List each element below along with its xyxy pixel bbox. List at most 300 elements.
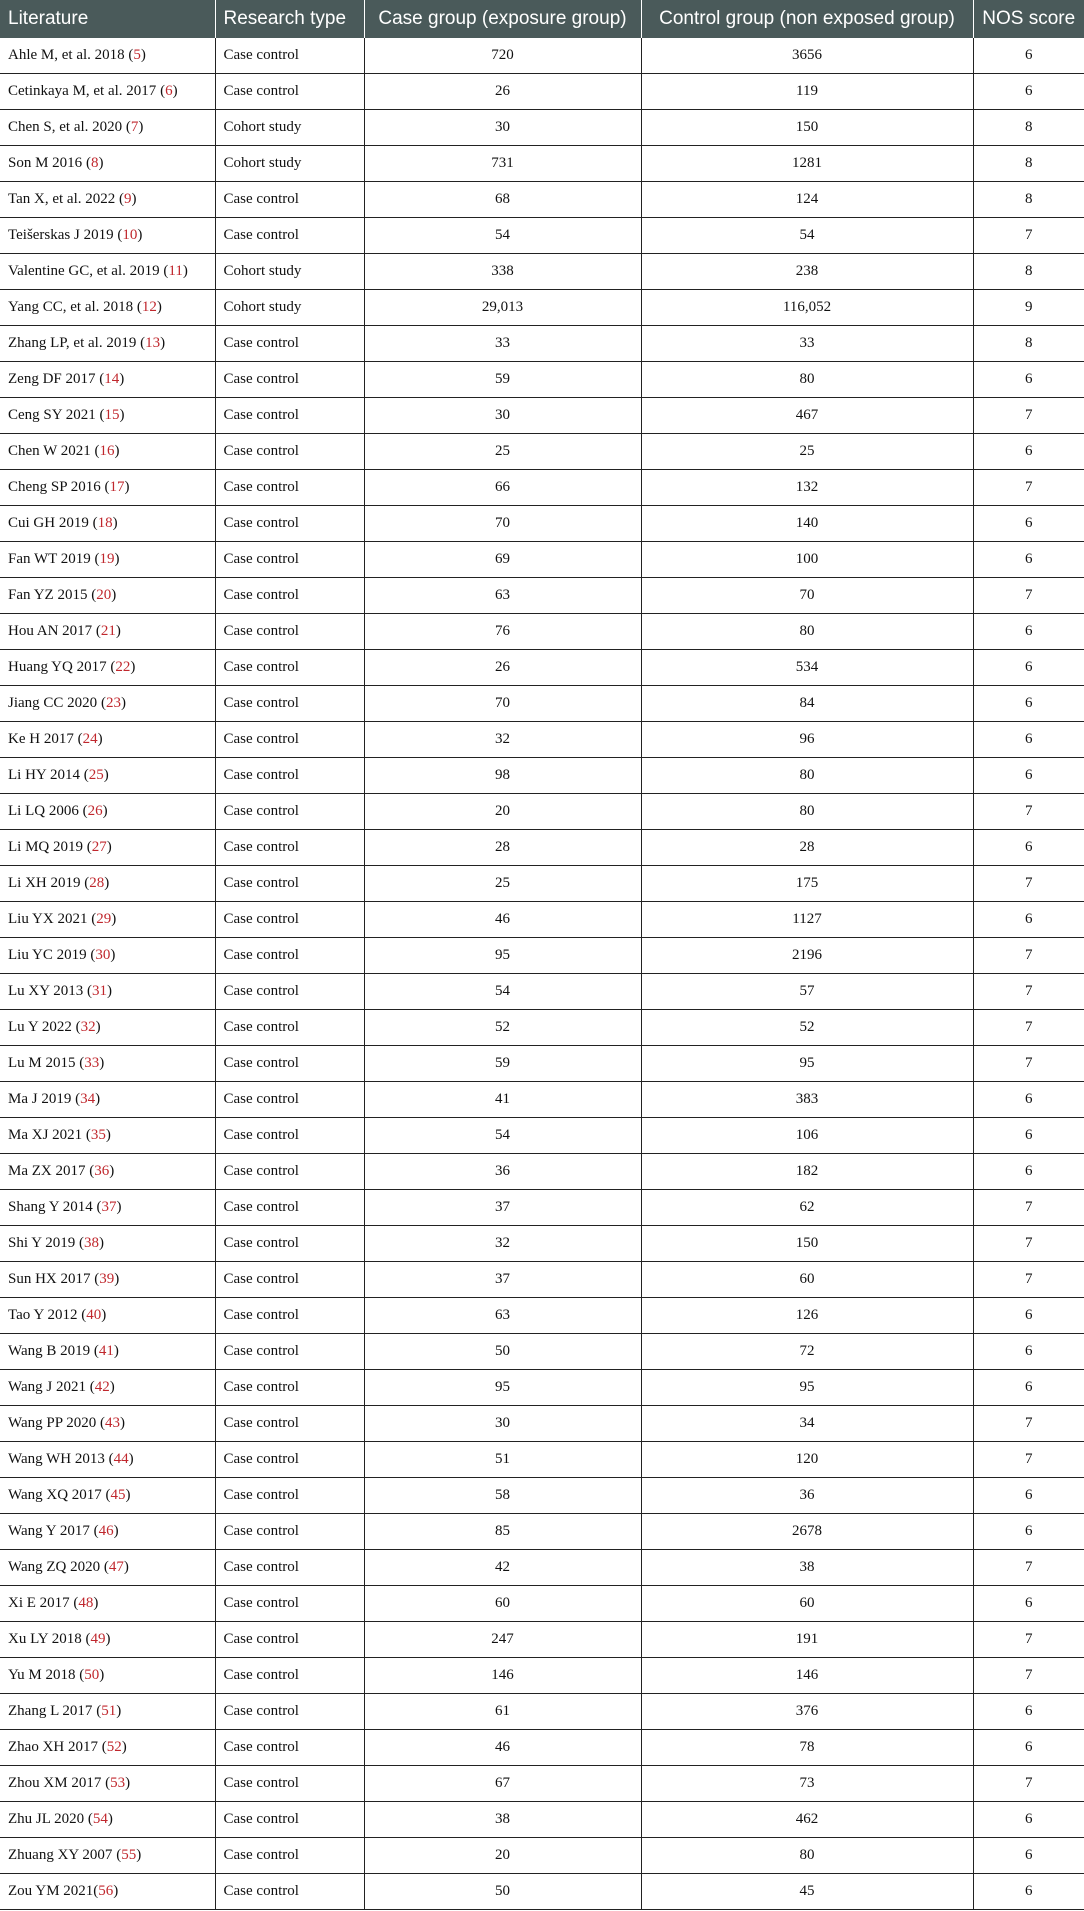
control-group-cell: 150 (641, 110, 973, 146)
reference-link[interactable]: 35 (90, 1127, 106, 1143)
header-literature: Literature (0, 0, 215, 38)
reference-link[interactable]: 40 (86, 1307, 102, 1323)
table-row (0, 866, 1084, 902)
nos-score-cell: 6 (973, 1370, 1084, 1406)
control-group-cell: 1127 (641, 902, 973, 938)
table-row (0, 362, 1084, 398)
control-group-cell: 175 (641, 866, 973, 902)
research-type-cell: Case control (215, 1046, 364, 1082)
reference-link[interactable]: 49 (90, 1631, 106, 1647)
case-group-cell: 26 (364, 74, 641, 110)
table-row (0, 1730, 1084, 1766)
literature-cell: Zhang LP, et al. 2019 (13) (0, 326, 215, 362)
control-group-cell: 78 (641, 1730, 973, 1766)
reference-link[interactable]: 13 (145, 335, 161, 351)
research-type-cell: Case control (215, 1730, 364, 1766)
table-row (0, 470, 1084, 506)
nos-score-cell: 7 (973, 218, 1084, 254)
case-group-cell: 37 (364, 1262, 641, 1298)
control-group-cell: 28 (641, 830, 973, 866)
case-group-cell: 68 (364, 182, 641, 218)
reference-link[interactable]: 51 (101, 1703, 117, 1719)
research-type-cell: Case control (215, 542, 364, 578)
case-group-cell: 70 (364, 506, 641, 542)
reference-link[interactable]: 22 (115, 659, 131, 675)
research-type-cell: Case control (215, 1766, 364, 1802)
literature-cell: Xu LY 2018 (49) (0, 1622, 215, 1658)
research-type-cell: Case control (215, 722, 364, 758)
case-group-cell: 67 (364, 1766, 641, 1802)
research-type-cell: Case control (215, 686, 364, 722)
research-type-cell: Case control (215, 1478, 364, 1514)
literature-cell: Li XH 2019 (28) (0, 866, 215, 902)
research-type-cell: Case control (215, 830, 364, 866)
research-type-cell: Case control (215, 1550, 364, 1586)
reference-link[interactable]: 50 (84, 1667, 100, 1683)
nos-score-cell: 6 (973, 902, 1084, 938)
reference-link[interactable]: 23 (105, 695, 121, 711)
reference-link[interactable]: 12 (141, 299, 157, 315)
author-year: Li LQ 2006 (8, 803, 79, 819)
table-header (0, 0, 1084, 38)
case-group-cell: 50 (364, 1874, 641, 1910)
literature-cell: Yang CC, et al. 2018 (12) (0, 290, 215, 326)
author-year: Wang Y 2017 (8, 1523, 90, 1539)
case-group-cell: 66 (364, 470, 641, 506)
control-group-cell: 70 (641, 578, 973, 614)
reference-link[interactable]: 48 (78, 1595, 94, 1611)
author-year: Zhu JL 2020 (8, 1811, 85, 1827)
nos-score-cell: 6 (973, 1478, 1084, 1514)
table-row (0, 1874, 1084, 1910)
case-group-cell: 63 (364, 1298, 641, 1334)
case-group-cell: 36 (364, 1154, 641, 1190)
literature-cell: Tan X, et al. 2022 (9) (0, 182, 215, 218)
case-group-cell: 54 (364, 974, 641, 1010)
research-type-cell: Case control (215, 1370, 364, 1406)
author-year: Wang J 2021 (8, 1379, 86, 1395)
nos-score-cell: 6 (973, 1082, 1084, 1118)
nos-score-cell: 8 (973, 146, 1084, 182)
reference-link[interactable]: 54 (92, 1811, 108, 1827)
research-type-cell: Cohort study (215, 254, 364, 290)
reference-link[interactable]: 43 (105, 1415, 120, 1431)
table-row (0, 1298, 1084, 1334)
table-row (0, 1478, 1084, 1514)
nos-score-cell: 7 (973, 1046, 1084, 1082)
author-year: Fan YZ 2015 (8, 587, 88, 603)
reference-link[interactable]: 27 (91, 839, 107, 855)
control-group-cell: 106 (641, 1118, 973, 1154)
control-group-cell: 80 (641, 614, 973, 650)
nos-score-cell: 7 (973, 1622, 1084, 1658)
author-year: Shi Y 2019 (8, 1235, 76, 1251)
nos-score-cell: 6 (973, 74, 1084, 110)
nos-score-cell: 6 (973, 362, 1084, 398)
author-year: Yang CC, et al. 2018 (8, 299, 134, 315)
control-group-cell: 54 (641, 218, 973, 254)
nos-score-cell: 6 (973, 1802, 1084, 1838)
case-group-cell: 37 (364, 1190, 641, 1226)
table-row (0, 1658, 1084, 1694)
research-type-cell: Case control (215, 218, 364, 254)
literature-cell: Li HY 2014 (25) (0, 758, 215, 794)
nos-score-cell: 7 (973, 470, 1084, 506)
reference-link[interactable]: 31 (92, 983, 108, 999)
table-row (0, 830, 1084, 866)
case-group-cell: 51 (364, 1442, 641, 1478)
author-year: Yu M 2018 (8, 1667, 76, 1683)
literature-cell: Fan YZ 2015 (20) (0, 578, 215, 614)
reference-link[interactable]: 42 (94, 1379, 110, 1395)
nos-score-cell: 7 (973, 1658, 1084, 1694)
control-group-cell: 80 (641, 758, 973, 794)
author-year: Xu LY 2018 (8, 1631, 82, 1647)
literature-cell: Shi Y 2019 (38) (0, 1226, 215, 1262)
research-type-cell: Case control (215, 1298, 364, 1334)
reference-link[interactable]: 44 (113, 1451, 129, 1467)
control-group-cell: 52 (641, 1010, 973, 1046)
research-type-cell: Case control (215, 1442, 364, 1478)
table-row (0, 182, 1084, 218)
case-group-cell: 95 (364, 938, 641, 974)
table-row (0, 758, 1084, 794)
author-year: Jiang CC 2020 (8, 695, 98, 711)
table-row (0, 146, 1084, 182)
research-type-cell: Case control (215, 1802, 364, 1838)
research-type-cell: Case control (215, 1154, 364, 1190)
control-group-cell: 62 (641, 1190, 973, 1226)
reference-link[interactable]: 24 (82, 731, 98, 747)
literature-cell: Wang XQ 2017 (45) (0, 1478, 215, 1514)
author-year: Hou AN 2017 (8, 623, 93, 639)
reference-link[interactable]: 53 (110, 1775, 126, 1791)
table-row (0, 1262, 1084, 1298)
reference-link[interactable]: 28 (89, 875, 105, 891)
literature-cell: Wang ZQ 2020 (47) (0, 1550, 215, 1586)
control-group-cell: 146 (641, 1658, 973, 1694)
table-row (0, 326, 1084, 362)
research-type-cell: Case control (215, 614, 364, 650)
control-group-cell: 116,052 (641, 290, 973, 326)
nos-score-cell: 9 (973, 290, 1084, 326)
reference-link[interactable]: 10 (122, 227, 138, 243)
nos-score-cell: 7 (973, 974, 1084, 1010)
research-type-cell: Case control (215, 1082, 364, 1118)
case-group-cell: 60 (364, 1586, 641, 1622)
table-row (0, 398, 1084, 434)
literature-cell: Lu Y 2022 (32) (0, 1010, 215, 1046)
reference-link[interactable]: 25 (88, 767, 104, 783)
reference-link[interactable]: 36 (94, 1163, 110, 1179)
case-group-cell: 38 (364, 1802, 641, 1838)
reference-link[interactable]: 56 (98, 1883, 114, 1899)
nos-score-cell: 6 (973, 1586, 1084, 1622)
literature-cell: Son M 2016 (8) (0, 146, 215, 182)
reference-link[interactable]: 30 (95, 947, 111, 963)
case-group-cell: 46 (364, 902, 641, 938)
reference-link[interactable]: 6 (165, 83, 173, 99)
author-year: Ke H 2017 (8, 731, 74, 747)
nos-score-cell: 7 (973, 1190, 1084, 1226)
table-row (0, 1334, 1084, 1370)
nos-score-cell: 7 (973, 794, 1084, 830)
case-group-cell: 247 (364, 1622, 641, 1658)
control-group-cell: 132 (641, 470, 973, 506)
author-year: Ma J 2019 (8, 1091, 72, 1107)
nos-score-cell: 8 (973, 110, 1084, 146)
table-row (0, 650, 1084, 686)
research-type-cell: Case control (215, 974, 364, 1010)
research-type-cell: Case control (215, 758, 364, 794)
nos-score-cell: 7 (973, 938, 1084, 974)
control-group-cell: 126 (641, 1298, 973, 1334)
research-type-cell: Case control (215, 434, 364, 470)
author-year: Tao Y 2012 (8, 1307, 78, 1323)
research-type-cell: Case control (215, 578, 364, 614)
case-group-cell: 29,013 (364, 290, 641, 326)
case-group-cell: 61 (364, 1694, 641, 1730)
case-group-cell: 85 (364, 1514, 641, 1550)
case-group-cell: 720 (364, 38, 641, 74)
reference-link[interactable]: 16 (99, 443, 115, 459)
author-year: Cheng SP 2016 (8, 479, 101, 495)
reference-link[interactable]: 20 (96, 587, 112, 603)
case-group-cell: 338 (364, 254, 641, 290)
case-group-cell: 54 (364, 218, 641, 254)
nos-score-cell: 7 (973, 1010, 1084, 1046)
case-group-cell: 59 (364, 1046, 641, 1082)
literature-cell: Zhuang XY 2007 (55) (0, 1838, 215, 1874)
literature-cell: Wang Y 2017 (46) (0, 1514, 215, 1550)
research-type-cell: Case control (215, 794, 364, 830)
control-group-cell: 124 (641, 182, 973, 218)
table-row (0, 1586, 1084, 1622)
control-group-cell: 60 (641, 1586, 973, 1622)
reference-link[interactable]: 32 (80, 1019, 96, 1035)
literature-cell: Chen W 2021 (16) (0, 434, 215, 470)
research-type-cell: Case control (215, 506, 364, 542)
author-year: Teišerskas J 2019 (8, 227, 114, 243)
research-type-cell: Case control (215, 182, 364, 218)
literature-cell: Li LQ 2006 (26) (0, 794, 215, 830)
reference-link[interactable]: 47 (108, 1559, 124, 1575)
literature-cell: Chen S, et al. 2020 (7) (0, 110, 215, 146)
table-row (0, 1766, 1084, 1802)
reference-link[interactable]: 17 (109, 479, 125, 495)
research-type-cell: Case control (215, 1694, 364, 1730)
author-year: Xi E 2017 (8, 1595, 70, 1611)
author-year: Fan WT 2019 (8, 551, 91, 567)
nos-score-cell: 7 (973, 1550, 1084, 1586)
nos-score-cell: 6 (973, 1874, 1084, 1910)
author-year: Ma ZX 2017 (8, 1163, 86, 1179)
case-group-cell: 54 (364, 1118, 641, 1154)
author-year: Liu YC 2019 (8, 947, 87, 963)
control-group-cell: 72 (641, 1334, 973, 1370)
author-year: Tan X, et al. 2022 (8, 191, 116, 207)
literature-cell: Lu M 2015 (33) (0, 1046, 215, 1082)
case-group-cell: 69 (364, 542, 641, 578)
author-year: Chen S, et al. 2020 (8, 119, 123, 135)
control-group-cell: 38 (641, 1550, 973, 1586)
case-group-cell: 25 (364, 434, 641, 470)
author-year: Zhuang XY 2007 (8, 1847, 113, 1863)
author-year: Lu M 2015 (8, 1055, 76, 1071)
table-row (0, 74, 1084, 110)
table-row (0, 1046, 1084, 1082)
reference-link[interactable]: 14 (104, 371, 120, 387)
table-body (0, 38, 1084, 1910)
table-row (0, 1118, 1084, 1154)
table-row (0, 1406, 1084, 1442)
case-group-cell: 70 (364, 686, 641, 722)
control-group-cell: 25 (641, 434, 973, 470)
nos-score-cell: 6 (973, 614, 1084, 650)
control-group-cell: 36 (641, 1478, 973, 1514)
literature-cell: Teišerskas J 2019 (10) (0, 218, 215, 254)
author-year: Wang XQ 2017 (8, 1487, 102, 1503)
reference-link[interactable]: 38 (83, 1235, 99, 1251)
table-row (0, 686, 1084, 722)
table-row (0, 506, 1084, 542)
reference-link[interactable]: 26 (87, 803, 103, 819)
reference-link[interactable]: 11 (168, 263, 183, 279)
literature-cell: Ke H 2017 (24) (0, 722, 215, 758)
reference-link[interactable]: 33 (84, 1055, 100, 1071)
nos-score-cell: 6 (973, 434, 1084, 470)
literature-cell: Wang WH 2013 (44) (0, 1442, 215, 1478)
header-research-type: Research type (215, 0, 364, 38)
research-type-cell: Case control (215, 1226, 364, 1262)
control-group-cell: 2196 (641, 938, 973, 974)
nos-score-cell: 7 (973, 578, 1084, 614)
research-type-cell: Case control (215, 74, 364, 110)
author-year: Zhou XM 2017 (8, 1775, 102, 1791)
case-group-cell: 33 (364, 326, 641, 362)
case-group-cell: 32 (364, 722, 641, 758)
case-group-cell: 30 (364, 1406, 641, 1442)
nos-score-cell: 7 (973, 398, 1084, 434)
case-group-cell: 41 (364, 1082, 641, 1118)
control-group-cell: 84 (641, 686, 973, 722)
author-year: Huang YQ 2017 (8, 659, 107, 675)
table-row (0, 938, 1084, 974)
research-type-cell: Case control (215, 1838, 364, 1874)
literature-cell: Ma ZX 2017 (36) (0, 1154, 215, 1190)
literature-cell: Liu YC 2019 (30) (0, 938, 215, 974)
literature-cell: Xi E 2017 (48) (0, 1586, 215, 1622)
research-type-cell: Case control (215, 1874, 364, 1910)
table-row (0, 1514, 1084, 1550)
nos-score-cell: 6 (973, 650, 1084, 686)
literature-cell: Cui GH 2019 (18) (0, 506, 215, 542)
reference-link[interactable]: 37 (101, 1199, 117, 1215)
research-type-cell: Case control (215, 1118, 364, 1154)
reference-link[interactable]: 55 (121, 1847, 137, 1863)
research-type-cell: Case control (215, 866, 364, 902)
literature-cell: Zhou XM 2017 (53) (0, 1766, 215, 1802)
table-row (0, 1370, 1084, 1406)
header-nos-score: NOS score (973, 0, 1084, 38)
author-year: Wang B 2019 (8, 1343, 91, 1359)
case-group-cell: 63 (364, 578, 641, 614)
reference-link[interactable]: 29 (96, 911, 112, 927)
literature-cell: Liu YX 2021 (29) (0, 902, 215, 938)
reference-link[interactable]: 19 (99, 551, 115, 567)
reference-link[interactable]: 7 (130, 119, 139, 135)
research-type-cell: Case control (215, 1622, 364, 1658)
control-group-cell: 34 (641, 1406, 973, 1442)
table-row (0, 1802, 1084, 1838)
author-year: Cui GH 2019 (8, 515, 89, 531)
nos-score-cell: 7 (973, 1226, 1084, 1262)
nos-score-cell: 6 (973, 722, 1084, 758)
author-year: Ceng SY 2021 (8, 407, 96, 423)
research-type-cell: Case control (215, 1586, 364, 1622)
literature-cell: Zhu JL 2020 (54) (0, 1802, 215, 1838)
reference-link[interactable]: 18 (97, 515, 113, 531)
control-group-cell: 467 (641, 398, 973, 434)
control-group-cell: 534 (641, 650, 973, 686)
table-row (0, 722, 1084, 758)
case-group-cell: 25 (364, 866, 641, 902)
research-type-cell: Cohort study (215, 290, 364, 326)
reference-link[interactable]: 21 (100, 623, 116, 639)
table-row (0, 578, 1084, 614)
control-group-cell: 57 (641, 974, 973, 1010)
author-year: Lu Y 2022 (8, 1019, 72, 1035)
reference-link[interactable]: 34 (80, 1091, 96, 1107)
nos-score-cell: 7 (973, 1442, 1084, 1478)
author-year: Ahle M, et al. 2018 (8, 47, 125, 63)
case-group-cell: 32 (364, 1226, 641, 1262)
reference-link[interactable]: 41 (98, 1343, 114, 1359)
literature-cell: Shang Y 2014 (37) (0, 1190, 215, 1226)
author-year: Ma XJ 2021 (8, 1127, 83, 1143)
table-row (0, 1622, 1084, 1658)
table-row (0, 1010, 1084, 1046)
reference-link[interactable]: 9 (124, 191, 132, 207)
reference-link[interactable]: 46 (98, 1523, 114, 1539)
case-group-cell: 731 (364, 146, 641, 182)
research-type-cell: Case control (215, 470, 364, 506)
author-year: Wang ZQ 2020 (8, 1559, 101, 1575)
research-type-cell: Cohort study (215, 110, 364, 146)
case-group-cell: 30 (364, 398, 641, 434)
nos-score-cell: 8 (973, 326, 1084, 362)
control-group-cell: 60 (641, 1262, 973, 1298)
control-group-cell: 383 (641, 1082, 973, 1118)
case-group-cell: 42 (364, 1550, 641, 1586)
reference-link[interactable]: 15 (104, 407, 120, 423)
reference-link[interactable]: 45 (110, 1487, 126, 1503)
author-year: Li HY 2014 (8, 767, 80, 783)
reference-link[interactable]: 8 (90, 155, 99, 171)
reference-link[interactable]: 5 (133, 47, 141, 63)
reference-link[interactable]: 52 (106, 1739, 122, 1755)
control-group-cell: 119 (641, 74, 973, 110)
literature-cell: Ceng SY 2021 (15) (0, 398, 215, 434)
literature-cell: Zou YM 2021(56) (0, 1874, 215, 1910)
case-group-cell: 50 (364, 1334, 641, 1370)
reference-link[interactable]: 39 (99, 1271, 115, 1287)
table-row (0, 254, 1084, 290)
table-row (0, 290, 1084, 326)
literature-cell: Zeng DF 2017 (14) (0, 362, 215, 398)
author-year: Li MQ 2019 (8, 839, 83, 855)
literature-cell: Li MQ 2019 (27) (0, 830, 215, 866)
